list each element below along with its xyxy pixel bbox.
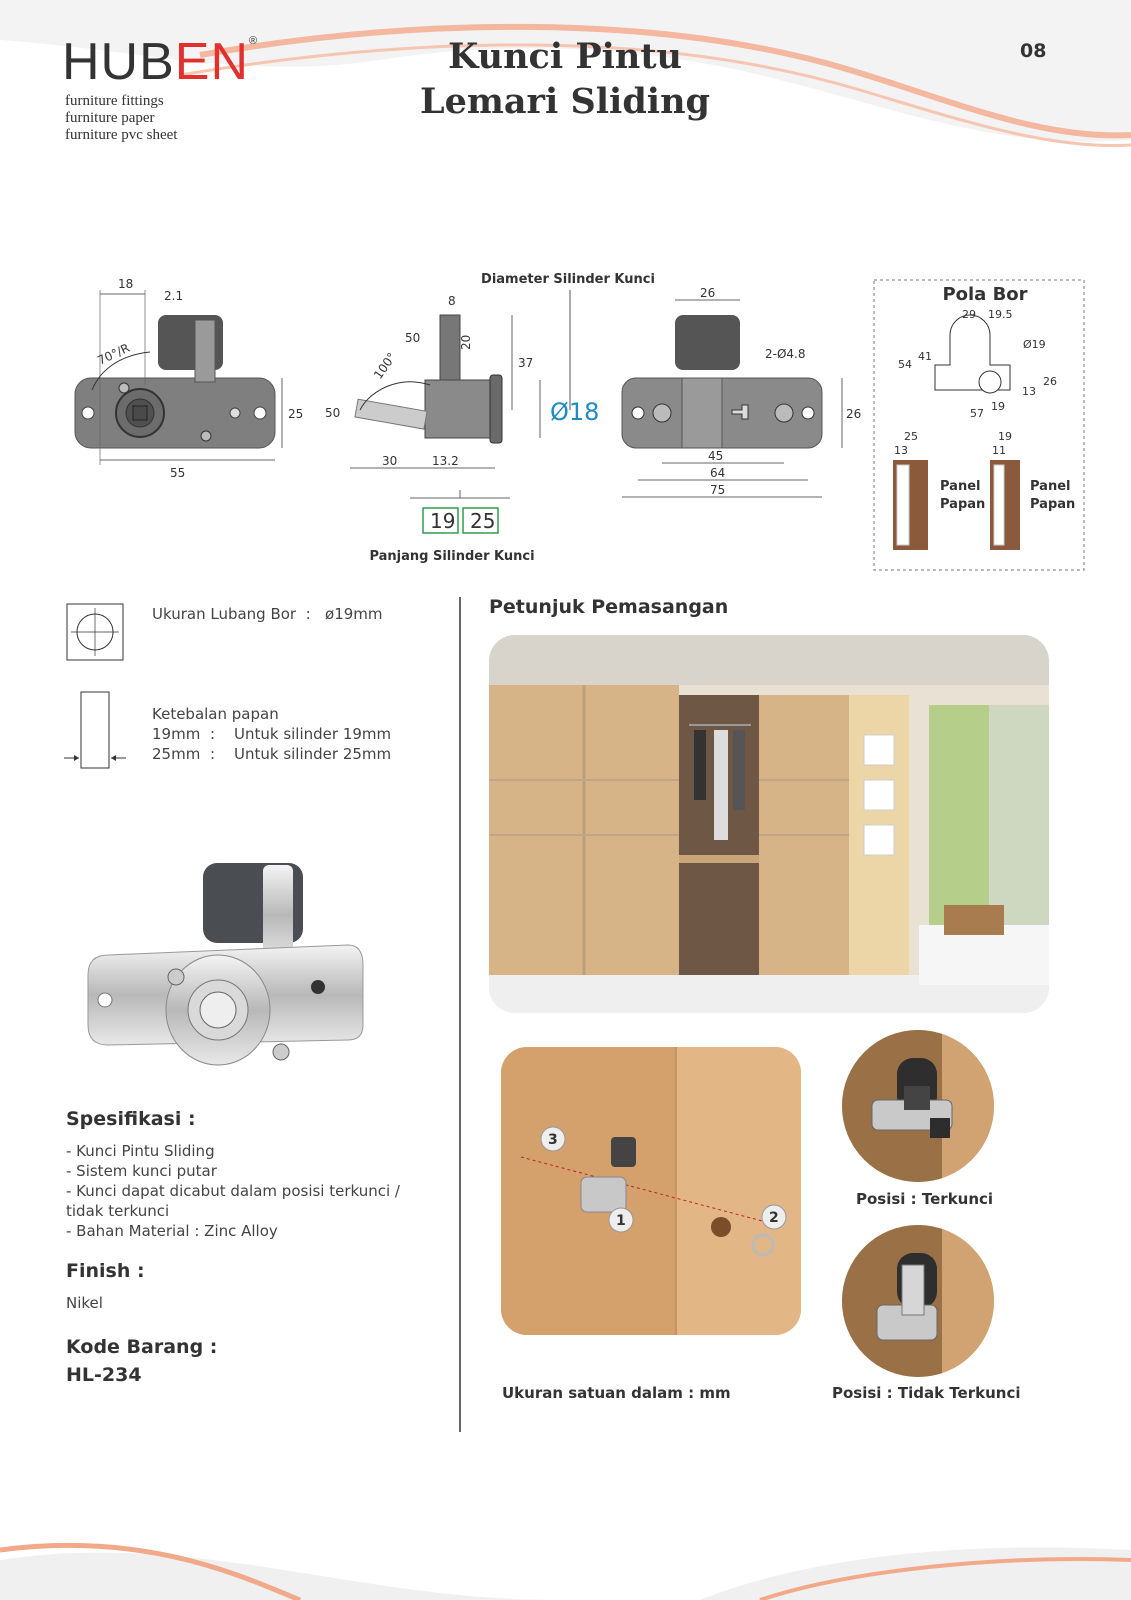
spesifikasi-list bbox=[66, 1141, 400, 1241]
logo-accent: EN bbox=[174, 33, 250, 91]
locked-position-image bbox=[842, 1030, 994, 1182]
panel-label: Panel bbox=[940, 479, 981, 494]
thickness-icon bbox=[64, 690, 130, 770]
dim-26b: 26 bbox=[846, 407, 862, 421]
dim-2-1: 2.1 bbox=[164, 289, 184, 303]
dim-dia-19: Ø19 bbox=[1023, 338, 1046, 351]
units-note: Ukuran satuan dalam : mm bbox=[502, 1384, 731, 1402]
spec-item: tidak terkunci bbox=[66, 1202, 170, 1220]
step-label-1: 1 bbox=[616, 1213, 626, 1229]
length-option-25: 25 bbox=[470, 509, 496, 533]
bore-icon bbox=[66, 603, 126, 663]
thickness-size: 25mm bbox=[152, 745, 201, 763]
step-label-2: 2 bbox=[769, 1210, 779, 1226]
dim-angle: 70°/R bbox=[95, 340, 132, 368]
thickness-title: Ketebalan papan bbox=[152, 705, 279, 723]
diameter-label: Diameter Silinder Kunci bbox=[481, 272, 655, 287]
page-title bbox=[400, 34, 730, 124]
dim-75: 75 bbox=[710, 483, 726, 497]
bore-separator: : bbox=[305, 605, 311, 623]
tagline: furniture pvc sheet bbox=[65, 127, 178, 143]
dim-100: 100° bbox=[370, 350, 400, 382]
installation-image bbox=[501, 1047, 801, 1335]
spesifikasi-title: Spesifikasi : bbox=[66, 1108, 196, 1130]
dim-64: 64 bbox=[710, 466, 726, 480]
dim-26a: 26 bbox=[700, 286, 716, 300]
brand-logo bbox=[62, 33, 259, 91]
locked-caption: Posisi : Terkunci bbox=[856, 1190, 994, 1208]
spec-item: - Bahan Material : Zinc Alloy bbox=[66, 1222, 278, 1240]
papan-label: Papan bbox=[940, 497, 986, 512]
page-number: 08 bbox=[1020, 40, 1047, 62]
panel-b-19: 19 bbox=[998, 430, 1012, 443]
dim-13: 13 bbox=[1022, 385, 1036, 398]
thickness-row bbox=[152, 744, 391, 764]
dim-41: 41 bbox=[918, 350, 932, 363]
panel-b-11: 11 bbox=[992, 444, 1006, 457]
dim-26: 26 bbox=[1043, 375, 1057, 388]
dim-45: 45 bbox=[708, 449, 724, 463]
unlocked-caption: Posisi : Tidak Terkunci bbox=[832, 1384, 1021, 1402]
dim-30: 30 bbox=[382, 454, 398, 468]
kode-value: HL-234 bbox=[66, 1364, 142, 1386]
finish-value: Nikel bbox=[66, 1294, 103, 1312]
logo-main: HUB bbox=[62, 33, 175, 91]
step-label-3: 3 bbox=[548, 1132, 558, 1148]
spec-item: - Kunci Pintu Sliding bbox=[66, 1142, 215, 1160]
logo-registered: ® bbox=[249, 35, 259, 47]
thickness-block bbox=[152, 704, 391, 764]
papan-label: Papan bbox=[1030, 497, 1076, 512]
dim-20: 20 bbox=[459, 334, 473, 350]
dim-19: 19 bbox=[991, 400, 1005, 413]
dim-57: 57 bbox=[970, 407, 984, 420]
dim-50a: 50 bbox=[405, 331, 421, 345]
dim-37: 37 bbox=[518, 356, 534, 370]
thickness-size: 19mm bbox=[152, 725, 201, 743]
dim-50b: 50 bbox=[325, 406, 341, 420]
dim-54: 54 bbox=[898, 358, 912, 371]
technical-drawing bbox=[0, 260, 1131, 580]
bore-size-row bbox=[152, 604, 383, 624]
tagline: furniture paper bbox=[65, 110, 155, 126]
dim-29: 29 bbox=[962, 308, 976, 321]
spec-item: - Kunci dapat dicabut dalam posisi terkunci / bbox=[66, 1182, 400, 1200]
back-view bbox=[622, 286, 861, 497]
title-line-2: Lemari Sliding bbox=[419, 81, 711, 122]
dim-19-5: 19.5 bbox=[988, 308, 1013, 321]
thickness-desc: Untuk silinder 19mm bbox=[234, 725, 392, 743]
dim-8: 8 bbox=[448, 294, 456, 308]
bore-value: ø19mm bbox=[325, 605, 383, 623]
panel-label: Panel bbox=[1030, 479, 1071, 494]
kode-title: Kode Barang : bbox=[66, 1336, 218, 1358]
pola-bor bbox=[874, 280, 1084, 570]
bore-label: Ukuran Lubang Bor bbox=[152, 605, 297, 623]
footer-wave bbox=[0, 1520, 1131, 1600]
dim-55: 55 bbox=[170, 466, 186, 480]
petunjuk-title: Petunjuk Pemasangan bbox=[489, 596, 729, 618]
thickness-desc: Untuk silinder 25mm bbox=[234, 745, 392, 763]
thickness-sep: : bbox=[210, 745, 216, 763]
dim-13-2: 13.2 bbox=[432, 454, 459, 468]
finish-title: Finish : bbox=[66, 1260, 145, 1282]
wardrobe-room-image bbox=[489, 635, 1049, 1013]
product-image bbox=[78, 855, 378, 1080]
length-option-19: 19 bbox=[430, 509, 456, 533]
spec-item: - Sistem kunci putar bbox=[66, 1162, 217, 1180]
diameter-value: Ø18 bbox=[550, 398, 600, 426]
length-label: Panjang Silinder Kunci bbox=[369, 549, 535, 564]
thickness-row bbox=[152, 724, 391, 744]
dim-holes: 2-Ø4.8 bbox=[765, 347, 806, 361]
dim-18: 18 bbox=[118, 277, 134, 291]
side-view bbox=[325, 294, 599, 564]
dim-25: 25 bbox=[288, 407, 304, 421]
front-view bbox=[75, 277, 303, 480]
tagline: furniture fittings bbox=[65, 93, 164, 109]
column-divider bbox=[459, 597, 461, 1432]
unlocked-position-image bbox=[842, 1225, 994, 1377]
tagline-list bbox=[65, 93, 177, 144]
panel-a-13: 13 bbox=[894, 444, 908, 457]
panel-a-25: 25 bbox=[904, 430, 918, 443]
pola-bor-title: Pola Bor bbox=[942, 284, 1028, 305]
title-line-1: Kunci Pintu bbox=[447, 36, 682, 77]
thickness-sep: : bbox=[210, 725, 216, 743]
